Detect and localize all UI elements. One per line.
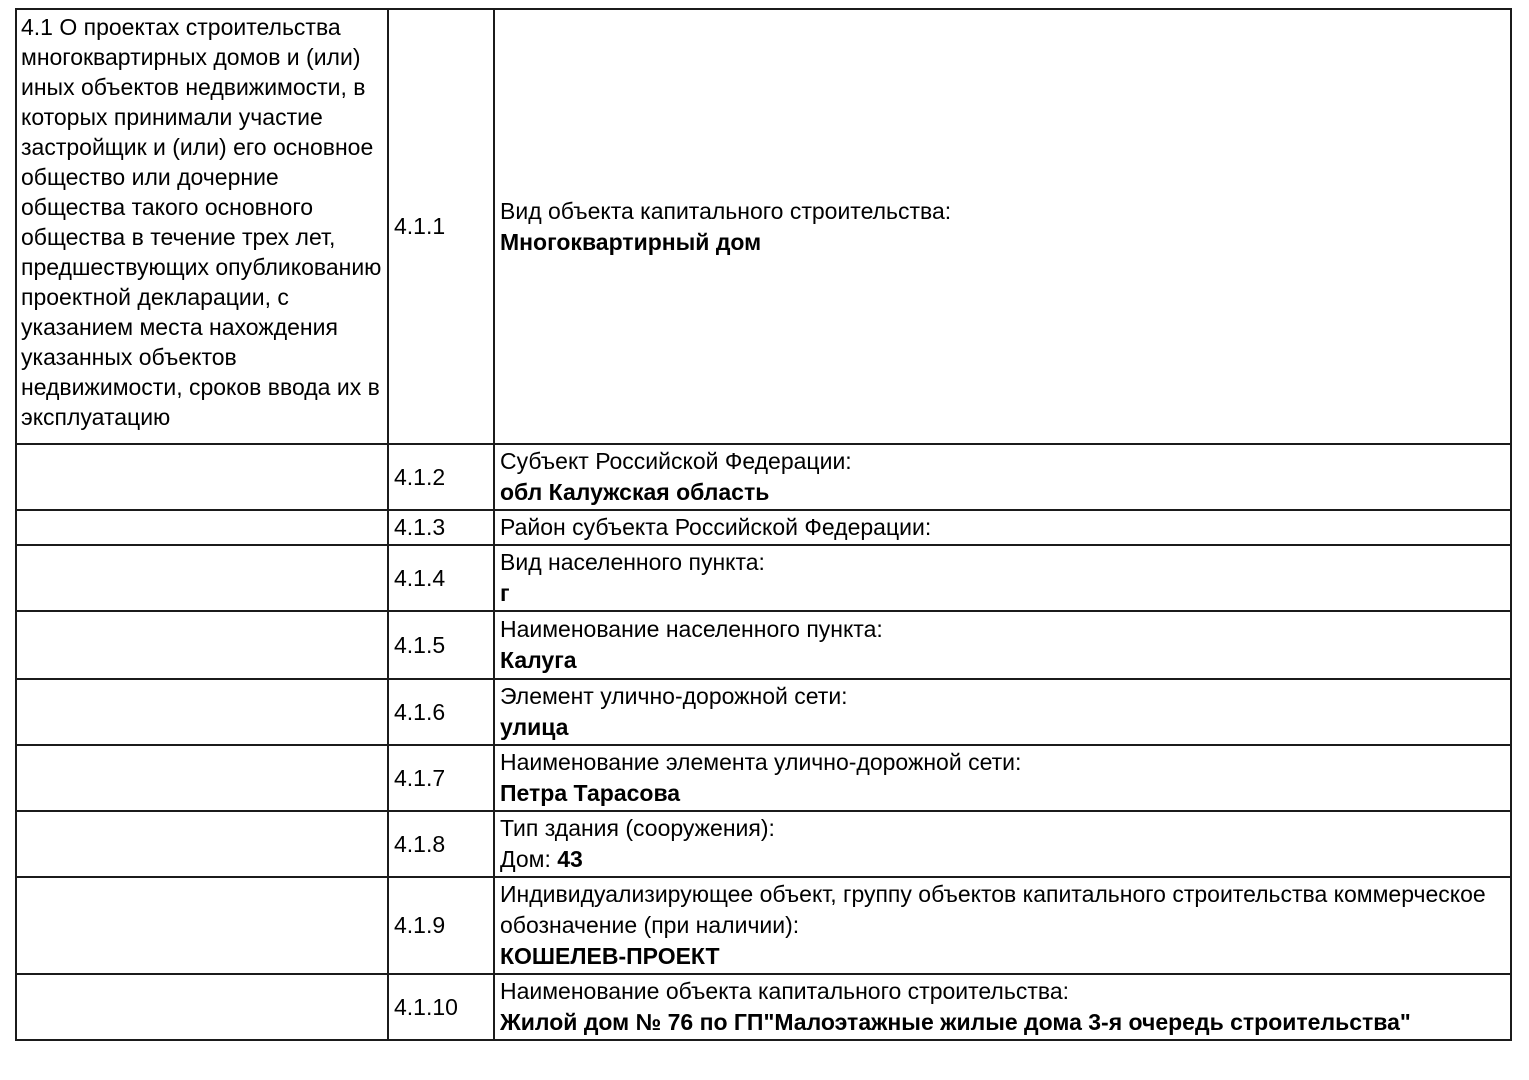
field-label: Вид населенного пункта:: [500, 549, 765, 575]
field-cell: [494, 545, 1511, 611]
row-code: 4.1.8: [388, 811, 494, 877]
empty-cell: [16, 679, 388, 745]
field-cell: [494, 9, 1511, 444]
field-label: Элемент улично-дорожной сети:: [500, 683, 848, 709]
field-cell: [494, 877, 1511, 974]
field-label: Наименование объекта капитального строительства:: [500, 978, 1070, 1004]
table-row: [16, 510, 1511, 545]
row-code: 4.1.7: [388, 745, 494, 811]
empty-cell: [16, 811, 388, 877]
field-value: Многоквартирный дом: [500, 228, 762, 255]
row-code: 4.1.5: [388, 611, 494, 679]
field-label: Район субъекта Российской Федерации:: [500, 514, 932, 540]
row-code: 4.1.3: [388, 510, 494, 545]
empty-cell: [16, 545, 388, 611]
table-row: [16, 611, 1511, 679]
field-label: Тип здания (сооружения):: [500, 815, 775, 841]
empty-cell: [16, 877, 388, 974]
declaration-table: [15, 8, 1512, 1041]
field-value: обл Калужская область: [500, 479, 770, 505]
table-row: [16, 974, 1511, 1040]
field-cell: [494, 974, 1511, 1040]
section-description: 4.1 О проектах строительства многоквартирных домов и (или) иных объектов недвижимости, в которых принимали участие застройщик и (или) его основное общество или дочерние общества такого основного общества в течение трех лет, предшествующих опубликованию проектной декларации, с указанием места нахождения указанных объектов недвижимости, сроков ввода их в эксплуатацию: [16, 9, 388, 444]
field-cell: [494, 679, 1511, 745]
table-row: [16, 877, 1511, 974]
table-row: [16, 679, 1511, 745]
row-code: 4.1.6: [388, 679, 494, 745]
field-cell: [494, 510, 1511, 545]
field-label: Наименование элемента улично-дорожной сети:: [500, 749, 1022, 775]
row-code: 4.1.4: [388, 545, 494, 611]
field-value: Жилой дом № 76 по ГП"Малоэтажные жилые дома 3-я очередь строительства": [500, 1009, 1411, 1035]
field-value-line: [500, 227, 1506, 258]
row-code: 4.1.2: [388, 444, 494, 510]
field-label: Субъект Российской Федерации:: [500, 448, 852, 474]
field-cell: [494, 811, 1511, 877]
field-value: г: [500, 580, 510, 606]
row-code: 4.1.10: [388, 974, 494, 1040]
field-value: КОШЕЛЕВ-ПРОЕКТ: [500, 943, 720, 969]
field-value-prefix: Дом:: [500, 846, 558, 872]
table-row: [16, 545, 1511, 611]
field-value: Петра Тарасова: [500, 780, 681, 806]
field-label: Вид объекта капитального строительства:: [500, 197, 952, 224]
field-cell: [494, 611, 1511, 679]
empty-cell: [16, 444, 388, 510]
field-value-line: [500, 844, 1506, 875]
empty-cell: [16, 510, 388, 545]
table-row: [16, 444, 1511, 510]
table-row: [16, 9, 1511, 444]
field-label: Индивидуализирующее объект, группу объектов капитального строительства коммерческое обозначение (при наличии):: [500, 881, 1486, 938]
table-row: [16, 745, 1511, 811]
row-code: 4.1.1: [388, 9, 494, 444]
field-value-line: [500, 477, 1506, 508]
field-value: Калуга: [500, 647, 577, 673]
field-value-line: [500, 578, 1506, 609]
field-value-line: [500, 712, 1506, 743]
row-code: 4.1.9: [388, 877, 494, 974]
empty-cell: [16, 611, 388, 679]
field-value: 43: [557, 846, 583, 872]
field-value-line: [500, 1007, 1506, 1038]
field-cell: [494, 444, 1511, 510]
field-value-line: [500, 941, 1506, 972]
field-cell: [494, 745, 1511, 811]
table-row: [16, 811, 1511, 877]
field-value-line: [500, 645, 1506, 676]
field-value: улица: [500, 714, 569, 740]
empty-cell: [16, 974, 388, 1040]
empty-cell: [16, 745, 388, 811]
field-label: Наименование населенного пункта:: [500, 616, 883, 642]
field-value-line: [500, 778, 1506, 809]
